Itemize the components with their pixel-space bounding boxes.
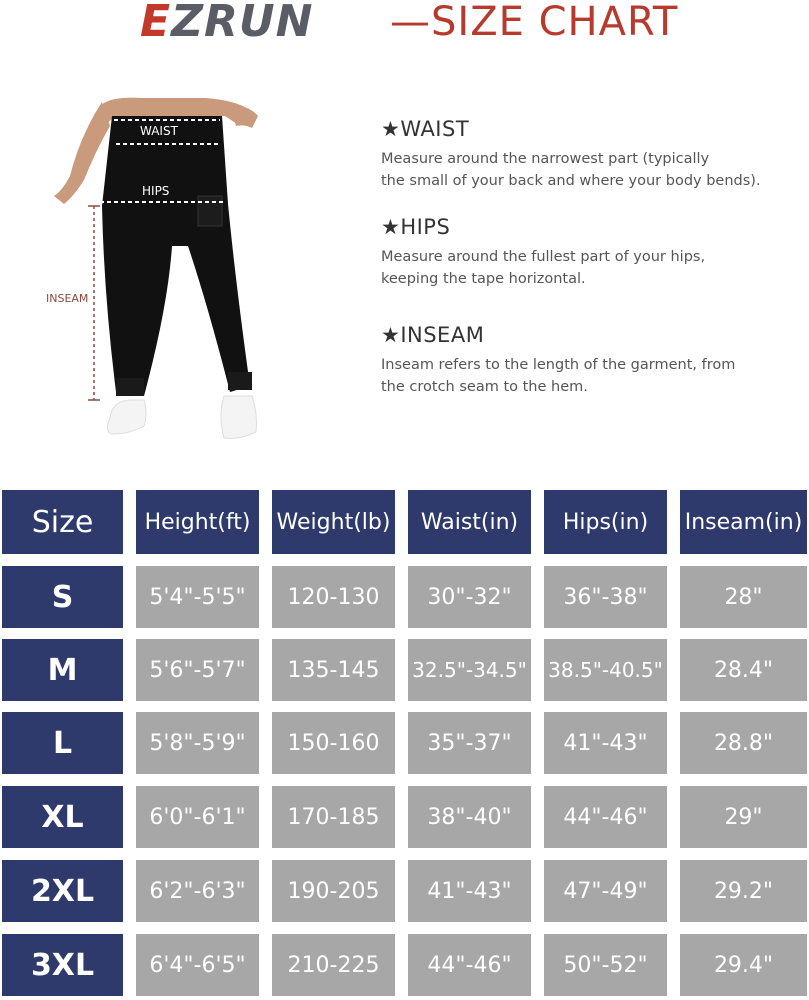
value-cell-height: 5'8"-5'9" — [136, 712, 259, 774]
value-cell-inseam: 29" — [680, 786, 807, 848]
size-cell: L — [2, 712, 123, 774]
value-cell-weight: 150-160 — [272, 712, 395, 774]
value-cell-height: 5'6"-5'7" — [136, 639, 259, 701]
brand-logo — [140, 0, 314, 47]
header-weight: Weight(lb) — [272, 490, 395, 554]
inseam-description-line: Inseam refers to the length of the garment, from — [381, 357, 736, 373]
value-cell-weight: 210-225 — [272, 934, 395, 996]
logo-initial: E — [140, 0, 172, 47]
value-cell-height: 6'4"-6'5" — [136, 934, 259, 996]
value-cell-inseam: 29.4" — [680, 934, 807, 996]
size-cell: 2XL — [2, 860, 123, 922]
value-cell-weight: 120-130 — [272, 566, 395, 628]
hips-description — [381, 246, 801, 290]
inseam-description-line: the crotch seam to the hem. — [381, 379, 588, 395]
hips-description-line: Measure around the fullest part of your hips, — [381, 249, 706, 265]
jogger-pants-illustration — [40, 96, 270, 446]
header-hips: Hips(in) — [544, 490, 667, 554]
inseam-description — [381, 354, 801, 398]
hips-description-line: keeping the tape horizontal. — [381, 271, 586, 287]
value-cell-weight: 170-185 — [272, 786, 395, 848]
hips-heading: ★HIPS — [381, 215, 451, 239]
value-cell-hips: 41"-43" — [544, 712, 667, 774]
size-cell: 3XL — [2, 934, 123, 996]
value-cell-hips: 47"-49" — [544, 860, 667, 922]
header-waist: Waist(in) — [408, 490, 531, 554]
waist-description-line: the small of your back and where your body bends). — [381, 173, 761, 189]
hips-label: HIPS — [142, 184, 170, 198]
size-chart-table — [0, 490, 809, 1000]
inseam-instructions — [381, 322, 801, 398]
waist-description — [381, 148, 801, 192]
header — [0, 0, 809, 50]
model-figure — [40, 96, 270, 446]
waist-instructions — [381, 116, 801, 192]
size-cell: XL — [2, 786, 123, 848]
value-cell-height: 6'0"-6'1" — [136, 786, 259, 848]
size-cell: S — [2, 566, 123, 628]
value-cell-waist: 38"-40" — [408, 786, 531, 848]
header-inseam: Inseam(in) — [680, 490, 807, 554]
header-height: Height(ft) — [136, 490, 259, 554]
value-cell-hips: 44"-46" — [544, 786, 667, 848]
inseam-label: INSEAM — [46, 292, 89, 305]
value-cell-inseam: 28.4" — [680, 639, 807, 701]
hips-instructions — [381, 214, 801, 290]
waist-description-line: Measure around the narrowest part (typically — [381, 151, 710, 167]
waist-label: WAIST — [140, 124, 178, 138]
value-cell-height: 6'2"-6'3" — [136, 860, 259, 922]
value-cell-waist: 32.5"-34.5" — [408, 639, 531, 701]
value-cell-inseam: 28.8" — [680, 712, 807, 774]
page-title: —SIZE CHART — [390, 0, 679, 45]
value-cell-hips: 50"-52" — [544, 934, 667, 996]
size-cell: M — [2, 639, 123, 701]
value-cell-waist: 41"-43" — [408, 860, 531, 922]
value-cell-weight: 135-145 — [272, 639, 395, 701]
value-cell-height: 5'4"-5'5" — [136, 566, 259, 628]
value-cell-weight: 190-205 — [272, 860, 395, 922]
value-cell-inseam: 28" — [680, 566, 807, 628]
waist-heading: ★WAIST — [381, 117, 470, 141]
value-cell-waist: 30"-32" — [408, 566, 531, 628]
value-cell-hips: 38.5"-40.5" — [544, 639, 667, 701]
value-cell-inseam: 29.2" — [680, 860, 807, 922]
header-size: Size — [2, 490, 123, 554]
inseam-heading: ★INSEAM — [381, 323, 485, 347]
value-cell-waist: 35"-37" — [408, 712, 531, 774]
logo-rest: ZRUN — [171, 0, 314, 47]
value-cell-hips: 36"-38" — [544, 566, 667, 628]
value-cell-waist: 44"-46" — [408, 934, 531, 996]
